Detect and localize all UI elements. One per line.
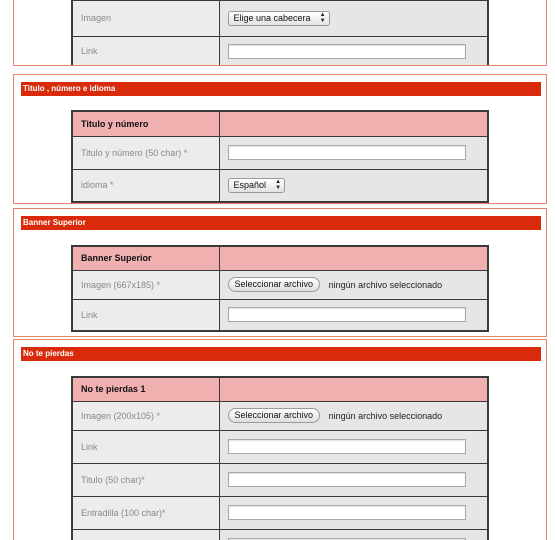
- cabecera-section: [13, 0, 547, 66]
- extra-label: [72, 529, 219, 540]
- title-cell: [219, 463, 488, 496]
- banner-table: [71, 245, 489, 332]
- no-te-pierdas-section: [13, 339, 547, 540]
- cabecera-select-value: Elige una cabecera: [233, 12, 311, 23]
- language-select-value: Español: [233, 179, 267, 190]
- cabecera-select[interactable]: [228, 11, 330, 26]
- title-number-input[interactable]: [228, 145, 466, 160]
- link-label: Link: [72, 299, 219, 331]
- file-status: ningún archivo seleccionado: [328, 279, 443, 290]
- extra-cell: [219, 529, 488, 540]
- link-row: [72, 36, 488, 66]
- image-row: [72, 0, 488, 36]
- table-header-empty: [219, 246, 488, 270]
- image-label: Imagen: [72, 0, 219, 36]
- select-file-button[interactable]: Seleccionar archivo: [228, 408, 321, 423]
- lead-row: [72, 496, 488, 529]
- image-row: [72, 270, 488, 299]
- table-title: Titulo y número: [72, 111, 219, 136]
- table-header-empty: [219, 377, 488, 401]
- titulo-table: [71, 110, 489, 203]
- link-cell: [219, 36, 488, 66]
- image-cell: [219, 401, 488, 430]
- table-header-row: [72, 111, 488, 136]
- image-label: Imagen (200x105) *: [72, 401, 219, 430]
- language-label: idioma *: [72, 169, 219, 202]
- lead-label: Entradilla (100 char)*: [72, 496, 219, 529]
- title-cell: [219, 136, 488, 169]
- image-cell: [219, 0, 488, 36]
- link-label: Link: [72, 36, 219, 66]
- link-label: Link: [72, 430, 219, 463]
- file-status: ningún archivo seleccionado: [328, 410, 443, 421]
- link-row: [72, 430, 488, 463]
- titulo-section: [13, 74, 547, 204]
- lead-cell: [219, 496, 488, 529]
- language-row: [72, 169, 488, 202]
- table-header-empty: [219, 111, 488, 136]
- image-row: [72, 401, 488, 430]
- extra-row: [72, 529, 488, 540]
- no-te-pierdas-title-input[interactable]: [228, 472, 466, 487]
- title-label: Titulo (50 char)*: [72, 463, 219, 496]
- no-te-pierdas-table: [71, 376, 489, 540]
- up-down-arrows-icon: ▲ ▼: [319, 12, 326, 25]
- cabecera-table: [71, 0, 489, 66]
- table-header-row: [72, 377, 488, 401]
- table-header-row: [72, 246, 488, 270]
- image-label: Imagen (667x185) *: [72, 270, 219, 299]
- title-row: [72, 136, 488, 169]
- up-down-arrows-icon: ▲ ▼: [275, 179, 282, 192]
- cabecera-link-input[interactable]: [228, 44, 466, 59]
- section-header: Titulo , número e idioma: [21, 82, 541, 96]
- table-title: No te pierdas 1: [72, 377, 219, 401]
- link-row: [72, 299, 488, 331]
- section-header: Banner Superior: [21, 216, 541, 230]
- link-cell: [219, 430, 488, 463]
- title-label: Titulo y número (50 char) *: [72, 136, 219, 169]
- select-file-button[interactable]: Seleccionar archivo: [228, 277, 321, 292]
- no-te-pierdas-link-input[interactable]: [228, 439, 466, 454]
- section-header: No te pierdas: [21, 347, 541, 361]
- banner-section: [13, 208, 547, 337]
- title-row: [72, 463, 488, 496]
- language-cell: [219, 169, 488, 202]
- table-title: Banner Superior: [72, 246, 219, 270]
- language-select[interactable]: [228, 178, 286, 193]
- banner-link-input[interactable]: [228, 307, 466, 322]
- link-cell: [219, 299, 488, 331]
- image-cell: [219, 270, 488, 299]
- no-te-pierdas-lead-input[interactable]: [228, 505, 466, 520]
